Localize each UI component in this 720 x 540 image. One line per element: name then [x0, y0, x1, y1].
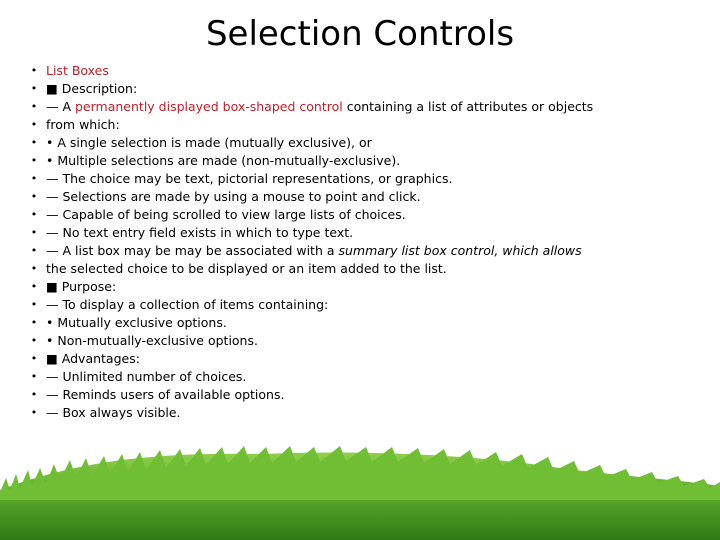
list-item: [0, 242, 720, 260]
list-item: [0, 134, 720, 152]
bullet-dot: •: [30, 316, 38, 329]
bullet-dot: •: [30, 280, 38, 293]
list-item: [0, 170, 720, 188]
list-item-text: ■ Purpose:: [46, 279, 117, 294]
list-item: [0, 98, 720, 116]
bullet-dot: •: [30, 370, 38, 383]
italic-text: summary list box control, which allows: [338, 243, 582, 258]
list-item-text: • A single selection is made (mutually exclusive), or: [46, 135, 372, 150]
list-item-text: [46, 242, 582, 260]
list-item: [0, 116, 720, 134]
list-item-text: List Boxes: [46, 63, 109, 78]
grass-decoration: [0, 430, 720, 540]
bullet-dot: •: [30, 334, 38, 347]
list-item-text: — To display a collection of items containing:: [46, 297, 329, 312]
list-item: [0, 368, 720, 386]
highlight-text: permanently displayed box-shaped control: [75, 99, 343, 114]
bullet-dot: •: [30, 262, 38, 275]
list-item: [0, 296, 720, 314]
list-item: [0, 224, 720, 242]
bullet-dot: •: [30, 82, 38, 95]
text-part: — A list box may be may be associated with a: [46, 243, 339, 258]
text-part: — A: [46, 99, 75, 114]
bullet-dot: •: [30, 388, 38, 401]
list-item: [0, 386, 720, 404]
list-item-text: — Box always visible.: [46, 405, 181, 420]
bullet-list: [0, 62, 720, 422]
bullet-dot: •: [30, 226, 38, 239]
list-item: [0, 206, 720, 224]
list-item-text: — No text entry field exists in which to type text.: [46, 225, 354, 240]
bullet-dot: •: [30, 298, 38, 311]
bullet-dot: •: [30, 244, 38, 257]
list-item: [0, 80, 720, 98]
bullet-dot: •: [30, 136, 38, 149]
list-item: [0, 314, 720, 332]
list-item-text: from which:: [46, 117, 120, 132]
list-item: [0, 332, 720, 350]
list-item-text: — Selections are made by using a mouse to point and click.: [46, 189, 421, 204]
list-item-text: the selected choice to be displayed or an item added to the list.: [46, 261, 447, 276]
list-item-text: — Reminds users of available options.: [46, 387, 285, 402]
list-item: [0, 350, 720, 368]
grass-blades: [0, 446, 720, 500]
list-item: [0, 404, 720, 422]
list-item: [0, 62, 720, 80]
bullet-dot: •: [30, 64, 38, 77]
list-item-text: • Mutually exclusive options.: [46, 315, 227, 330]
list-item: [0, 278, 720, 296]
list-item-text: — Unlimited number of choices.: [46, 369, 247, 384]
list-item-text: • Multiple selections are made (non-mutually-exclusive).: [46, 153, 401, 168]
slide-title: Selection Controls: [205, 14, 515, 54]
bullet-dot: •: [30, 190, 38, 203]
list-item-text: • Non-mutually-exclusive options.: [46, 333, 258, 348]
bullet-dot: •: [30, 352, 38, 365]
bullet-dot: •: [30, 172, 38, 185]
list-item: [0, 260, 720, 278]
text-part: containing a list of attributes or objects: [342, 99, 594, 114]
list-item: [0, 152, 720, 170]
bullet-dot: •: [30, 118, 38, 131]
bullet-dot: •: [30, 100, 38, 113]
list-item-text: [46, 98, 593, 116]
list-item: [0, 188, 720, 206]
list-item-text: ■ Description:: [46, 81, 138, 96]
bullet-dot: •: [30, 406, 38, 419]
list-item-text: ■ Advantages:: [46, 351, 140, 366]
bullet-dot: •: [30, 154, 38, 167]
list-item-text: — The choice may be text, pictorial representations, or graphics.: [46, 171, 453, 186]
list-item-text: — Capable of being scrolled to view large lists of choices.: [46, 207, 406, 222]
bullet-dot: •: [30, 208, 38, 221]
